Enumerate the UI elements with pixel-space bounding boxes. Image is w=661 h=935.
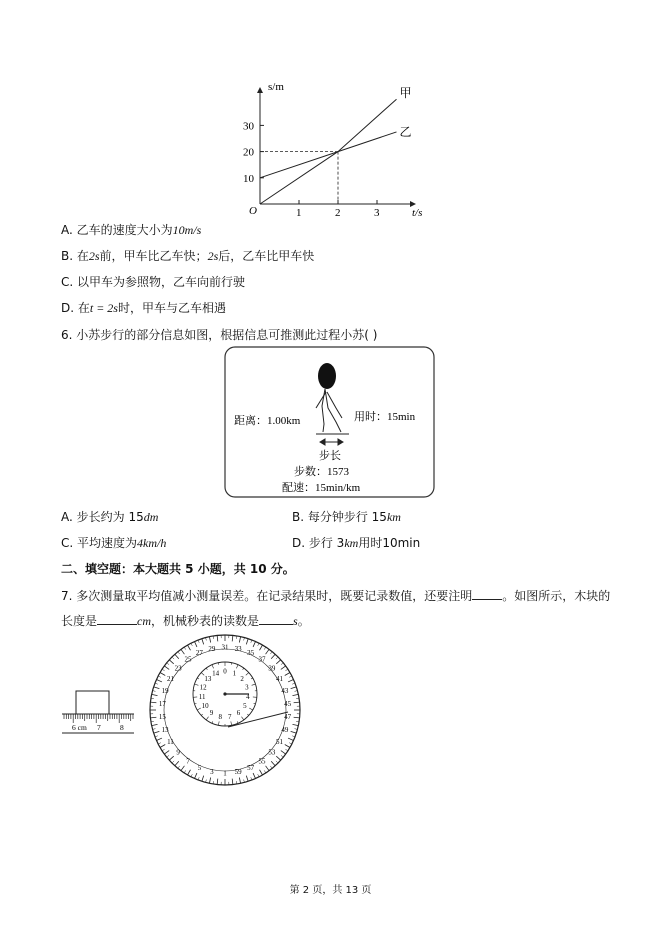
outer-label: 55 bbox=[258, 757, 266, 766]
x-tick-label: 3 bbox=[374, 207, 380, 219]
outer-label: 13 bbox=[161, 725, 169, 734]
minute-hand-pivot bbox=[223, 692, 226, 695]
outer-label: 47 bbox=[284, 713, 292, 722]
wooden-block bbox=[76, 691, 109, 714]
answer-blank-time[interactable] bbox=[259, 612, 293, 625]
outer-label: 27 bbox=[195, 648, 203, 657]
outer-label: 19 bbox=[161, 687, 169, 696]
y-tick-label: 30 bbox=[243, 120, 254, 133]
q5-option-b: B. 在2s前，甲车比乙车快；2s后，乙车比甲车快 bbox=[61, 249, 315, 263]
x-tick-label: 1 bbox=[296, 207, 302, 219]
y-axis-label: s/m bbox=[268, 81, 284, 93]
y-tick-label: 10 bbox=[243, 172, 254, 185]
q7-line-1: 7. 多次测量取平均值减小测量误差。在记录结果时，既要记录数值，还要注明 。如图所示，木块的 bbox=[61, 589, 611, 603]
outer-label: 21 bbox=[166, 675, 174, 683]
person-head bbox=[318, 363, 336, 389]
ruler-label-8: 8 bbox=[120, 723, 124, 732]
outer-label: 1 bbox=[223, 769, 227, 778]
step-length-label: 步长 bbox=[319, 450, 341, 462]
outer-label: 11 bbox=[167, 738, 174, 746]
outer-label: 33 bbox=[234, 644, 242, 653]
outer-label: 15 bbox=[158, 713, 166, 722]
ruler-figure bbox=[60, 688, 136, 736]
outer-label: 31 bbox=[221, 643, 229, 652]
answer-blank-length[interactable] bbox=[97, 612, 137, 625]
outer-label: 35 bbox=[247, 648, 255, 657]
inner-label: 9 bbox=[209, 709, 214, 718]
outer-label: 5 bbox=[197, 764, 202, 773]
origin-label: O bbox=[249, 205, 257, 217]
series-label-jia: 甲 bbox=[399, 86, 412, 101]
inner-label: 2 bbox=[240, 675, 244, 684]
q6-option-d: D. 步行 3km用时10min bbox=[292, 536, 421, 550]
answer-blank-unit[interactable] bbox=[472, 587, 502, 600]
ruler-label-6: 6 cm bbox=[72, 723, 87, 732]
inner-label: 13 bbox=[204, 675, 212, 684]
q6-option-a: A. 步长约为 15dm bbox=[61, 510, 159, 524]
inner-label: 4 bbox=[246, 692, 250, 701]
inner-label: 5 bbox=[243, 702, 247, 710]
inner-label: 8 bbox=[218, 712, 222, 721]
outer-label: 43 bbox=[281, 687, 289, 696]
series-line-yi bbox=[260, 132, 397, 178]
outer-label: 53 bbox=[268, 748, 276, 757]
outer-label: 39 bbox=[268, 664, 276, 673]
q6-option-c: C. 平均速度为4km/h bbox=[61, 536, 167, 550]
outer-label: 29 bbox=[208, 644, 216, 653]
outer-label: 23 bbox=[174, 664, 182, 673]
inner-label: 11 bbox=[198, 692, 206, 701]
distance-text: 距离：1.00km bbox=[234, 415, 301, 427]
outer-label: 25 bbox=[184, 655, 192, 664]
page-footer: 第 2 页，共 13 页 bbox=[289, 885, 372, 896]
inner-label: 1 bbox=[232, 669, 237, 678]
q5-option-c: C. 以甲车为参照物，乙车向前行驶 bbox=[61, 275, 246, 289]
pace-text: 配速：15min/km bbox=[282, 482, 361, 494]
q6-stem: 6. 小苏步行的部分信息如图，根据信息可推测此过程小苏( ) bbox=[61, 328, 378, 342]
inner-label: 7 bbox=[228, 712, 232, 721]
time-text: 用时：15min bbox=[354, 411, 416, 423]
q6-option-b: B. 每分钟步行 15km bbox=[292, 510, 401, 524]
q5-option-a: A. 乙车的速度大小为10m/s bbox=[61, 223, 202, 237]
inner-label: 6 bbox=[236, 709, 241, 718]
outer-label: 45 bbox=[284, 699, 292, 708]
inner-label: 12 bbox=[199, 683, 207, 692]
stopwatch-figure bbox=[148, 633, 302, 787]
section-heading: 二、填空题：本大题共 5 小题，共 10 分。 bbox=[61, 562, 295, 576]
outer-label: 17 bbox=[158, 699, 166, 708]
inner-label: 14 bbox=[212, 669, 220, 678]
y-tick-label: 20 bbox=[243, 146, 254, 159]
x-tick-label: 2 bbox=[335, 207, 341, 219]
outer-label: 37 bbox=[258, 655, 266, 664]
inner-label: 10 bbox=[201, 702, 209, 710]
q7-line-2: 长度是 cm，机械秒表的读数是 s。 bbox=[61, 614, 310, 628]
inner-label: 3 bbox=[245, 683, 249, 692]
walking-info-figure bbox=[224, 346, 436, 500]
x-axis-label: t/s bbox=[412, 207, 423, 219]
steps-text: 步数：1573 bbox=[294, 466, 349, 478]
series-label-yi: 乙 bbox=[399, 124, 412, 139]
outer-label: 9 bbox=[176, 748, 180, 757]
outer-label: 49 bbox=[281, 725, 289, 734]
outer-label: 7 bbox=[186, 757, 190, 766]
ruler-label-7: 7 bbox=[97, 723, 101, 732]
outer-label: 57 bbox=[247, 764, 255, 773]
ruler-ticks bbox=[64, 714, 133, 723]
outer-label: 3 bbox=[210, 768, 214, 777]
outer-label: 51 bbox=[276, 738, 284, 746]
outer-label: 41 bbox=[276, 675, 284, 683]
distance-time-graph bbox=[230, 80, 430, 220]
outer-label: 59 bbox=[234, 768, 242, 777]
q5-option-d: D. 在t = 2s时，甲车与乙车相遇 bbox=[61, 301, 226, 315]
inner-label: 0 bbox=[223, 667, 227, 676]
